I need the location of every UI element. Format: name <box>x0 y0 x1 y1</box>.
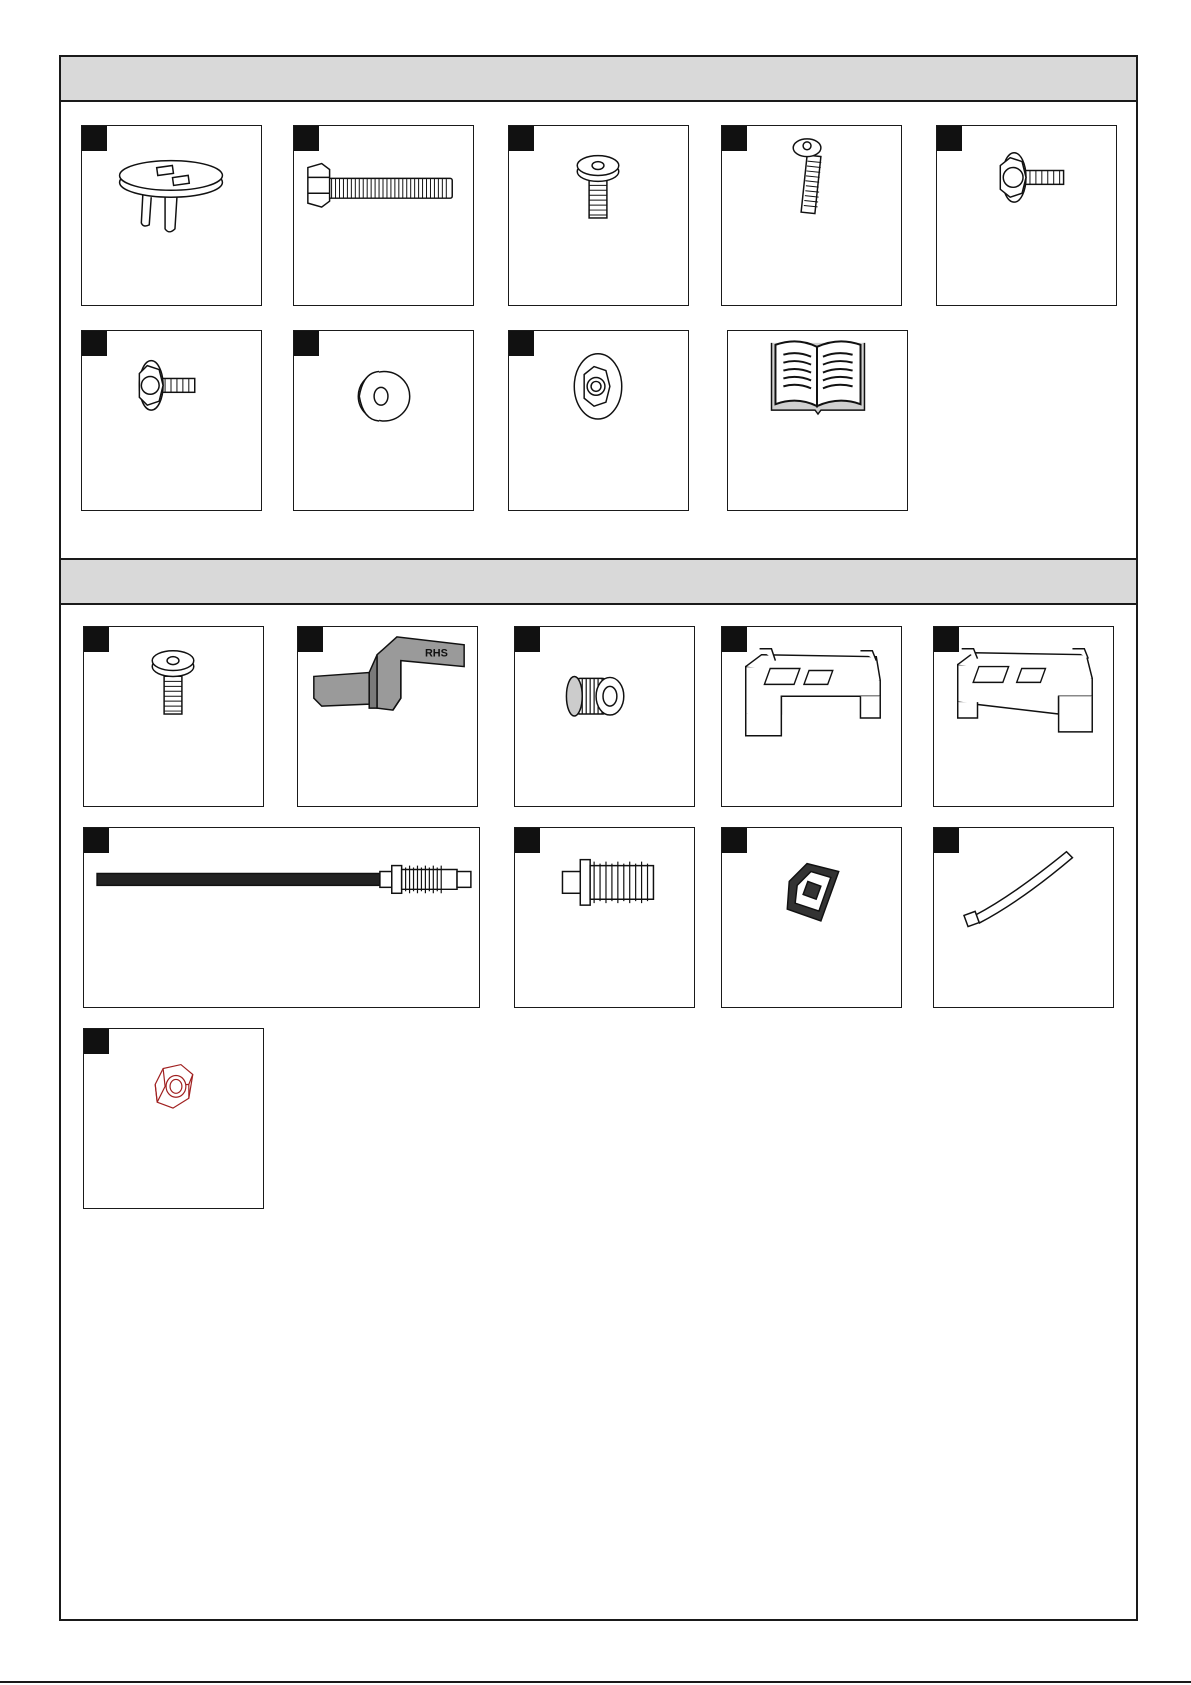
part-card <box>721 827 902 1008</box>
cable-tie-icon <box>934 828 1113 1007</box>
corner-clip-right-icon <box>934 627 1113 806</box>
bracket-label: RHS <box>424 647 448 660</box>
instruction-manual-icon <box>728 331 907 510</box>
flat-head-allen-bolt-icon <box>509 126 688 305</box>
part-card <box>721 125 902 306</box>
part-card <box>508 330 689 511</box>
cam-lock-disc-icon <box>82 126 261 305</box>
part-card <box>83 1028 264 1209</box>
long-hex-bolt-icon <box>294 126 473 305</box>
part-card <box>936 125 1117 306</box>
part-card <box>514 626 695 807</box>
part-card <box>83 827 480 1008</box>
part-card <box>514 827 695 1008</box>
part-card <box>293 330 474 511</box>
flanged-nut-icon <box>509 331 688 510</box>
flanged-hex-bolt-small-icon <box>82 331 261 510</box>
bellows-connector-icon <box>515 828 694 1007</box>
part-card <box>81 330 262 511</box>
flanged-hex-bolt-icon <box>937 126 1116 305</box>
rhs-bracket-icon <box>298 627 477 806</box>
part-card <box>933 626 1114 807</box>
part-card <box>83 626 264 807</box>
part-card <box>297 626 478 807</box>
part-card <box>293 125 474 306</box>
footer-rule <box>0 1681 1191 1683</box>
flexible-hose-icon <box>84 828 479 1007</box>
part-card <box>933 827 1114 1008</box>
button-head-screw-icon <box>722 126 901 305</box>
section-header-2 <box>59 558 1138 605</box>
threaded-connector-icon <box>515 627 694 806</box>
part-card <box>727 330 908 511</box>
flat-head-allen-bolt-icon <box>84 627 263 806</box>
part-card <box>81 125 262 306</box>
hex-nut-icon <box>84 1029 263 1208</box>
spacer-washer-icon <box>294 331 473 510</box>
cable-tie-mount-icon <box>722 828 901 1007</box>
part-card <box>508 125 689 306</box>
section-header-1 <box>59 55 1138 102</box>
part-card <box>721 626 902 807</box>
corner-clip-left-icon <box>722 627 901 806</box>
